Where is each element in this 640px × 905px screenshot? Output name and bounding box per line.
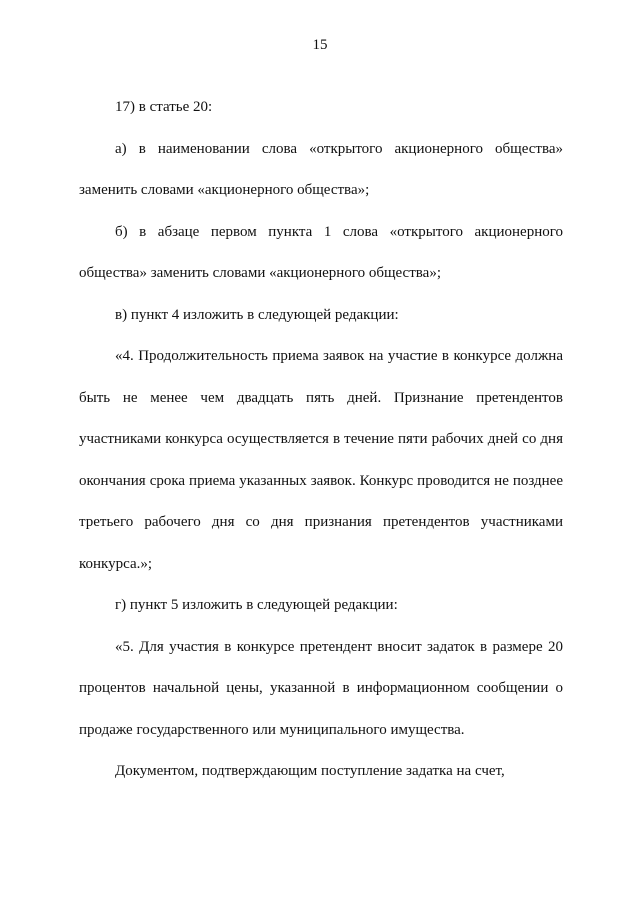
paragraph-article-20-intro: 17) в статье 20: [115,99,213,115]
paragraph-clause-4: «4. Продолжительность приема заявок на участие в конкурсе должна быть не менее чем двадцать пять дней. Признание претендентов участниками конкурса осуществляется в течение пяти рабочих дней со дня окончания срока приема указанных заявок. Конкурс проводится не позднее третьего рабочего дня со дня признания претендентов участниками конкурса.»; [79,348,563,572]
paragraph-item-v: в) пункт 4 изложить в следующей редакции: [115,306,399,323]
page-number: 15 [312,37,328,53]
paragraph-item-b: б) в абзаце первом пункта 1 слова «открытого акционерного общества» заменить словами «акционерного общества»; [79,223,563,281]
document-body [79,87,563,793]
paragraph-deposit-document: Документом, подтверждающим поступление задатка на счет, [115,763,505,779]
paragraph-item-a: а) в наименовании слова «открытого акционерного общества» заменить словами «акционерного общества»; [79,140,563,198]
paragraph-clause-5: «5. Для участия в конкурсе претендент вносит задаток в размере 20 процентов начальной цены, указанной в информационном сообщении о продаже государственного или муниципального имущества. [79,638,563,738]
paragraph-item-g: г) пункт 5 изложить в следующей редакции: [115,597,398,613]
